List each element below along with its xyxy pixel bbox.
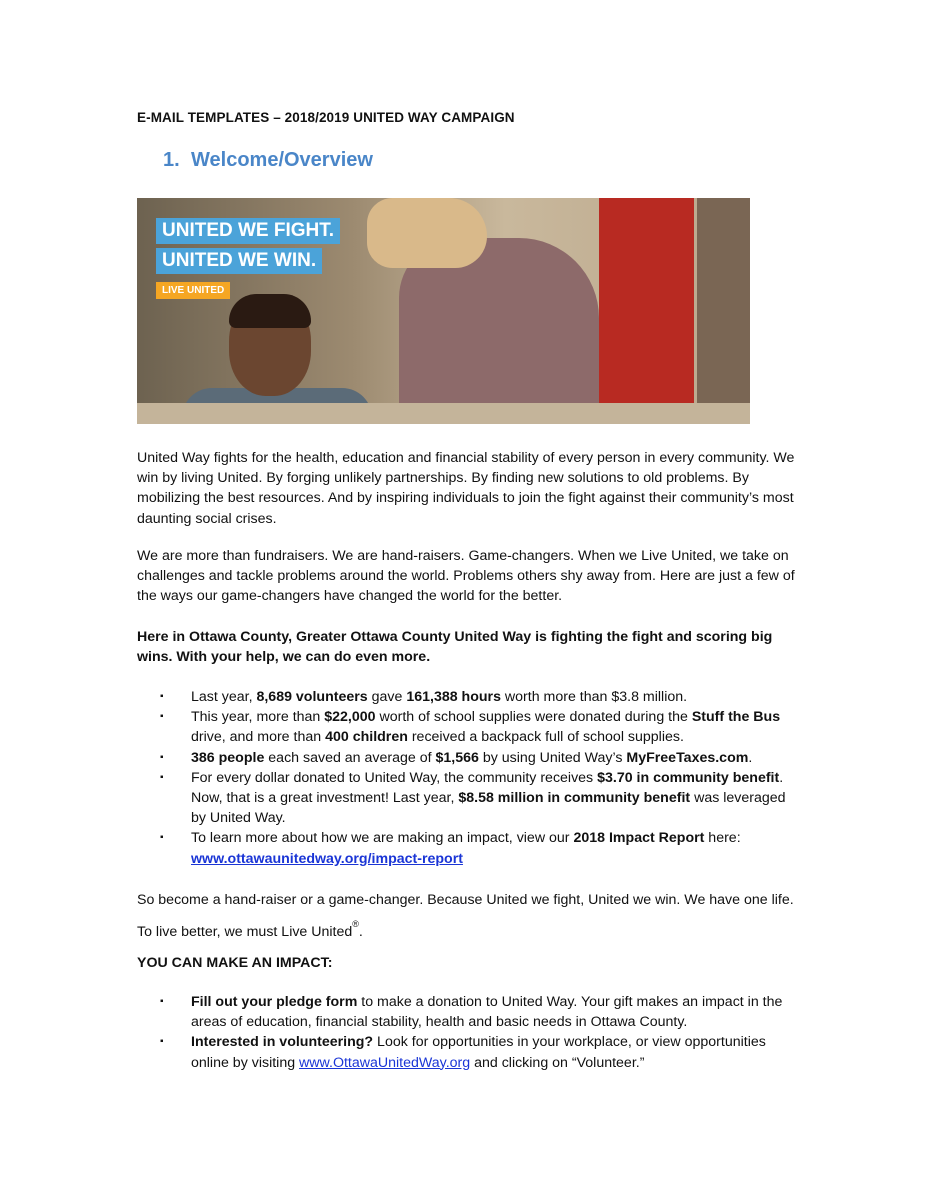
list-item: ▪ Interested in volunteering? Look for opportunities in your workplace, or view opportunities online by visiting www.OttawaUnitedWay.org and clicking on “Volunteer.”	[160, 1034, 766, 1071]
ottawa-united-way-link[interactable]: www.OttawaUnitedWay.org	[299, 1054, 471, 1071]
list-item: ▪ 386 people each saved an average of $1,566 by using United Way’s MyFreeTaxes.com.	[137, 748, 797, 768]
list-item: ▪ Fill out your pledge form to make a donation to United Way. Your gift makes an impact in the areas of education, financial stability, health and basic needs in Ottawa County.	[160, 994, 783, 1031]
impact-stats-list	[137, 687, 797, 869]
ottawa-county-paragraph: Here in Ottawa County, Greater Ottawa County United Way is fighting the fight and scoring big wins. With your help, we can do even more.	[137, 629, 773, 666]
bullet-icon: ▪	[160, 691, 164, 702]
list-item: ▪ To learn more about how we are making an impact, view our 2018 Impact Report here: www.ottawaunitedway.org/impact-report	[160, 830, 741, 867]
badge-live-united: LIVE UNITED	[156, 282, 230, 299]
badge-united-we-win: UNITED WE WIN.	[156, 248, 322, 274]
impact-report-link[interactable]: www.ottawaunitedway.org/impact-report	[191, 850, 463, 867]
bullet-icon: ▪	[160, 711, 164, 723]
bullet-icon: ▪	[160, 1036, 164, 1048]
hero-photo	[137, 198, 750, 424]
bullet-icon: ▪	[160, 771, 164, 783]
list-item: ▪ Last year, 8,689 volunteers gave 161,388 hours worth more than $3.8 million.	[137, 687, 797, 707]
section-number: 1.	[163, 149, 180, 171]
bullet-icon: ▪	[160, 751, 164, 763]
make-impact-heading: YOU CAN MAKE AN IMPACT:	[137, 955, 333, 971]
photo-red-door	[599, 198, 694, 424]
make-impact-list	[137, 992, 797, 1073]
photo-teacher-hair	[367, 198, 487, 268]
closing-paragraph: So become a hand-raiser or a game-changer. Because United we fight, United we win. We have one life. To live better, we must Live United®.	[137, 892, 794, 940]
registered-mark: ®	[352, 919, 359, 929]
photo-doorframe	[697, 198, 750, 424]
photo-desk	[137, 403, 750, 424]
list-item: ▪ This year, more than $22,000 worth of school supplies were donated during the Stuff the Bus drive, and more than 400 children received a backpack full of school supplies.	[160, 709, 781, 746]
list-item: ▪ For every dollar donated to United Way, the community receives $3.70 in community benefit. Now, that is a great investment! Last year, $8.58 million in community benefit was leveraged by United Way.	[160, 769, 786, 827]
badge-united-we-fight: UNITED WE FIGHT.	[156, 218, 340, 244]
document-title: E-MAIL TEMPLATES – 2018/2019 UNITED WAY CAMPAIGN	[137, 110, 515, 125]
bullet-icon: ▪	[160, 832, 164, 844]
photo-student-hair	[229, 294, 311, 328]
section-title: Welcome/Overview	[191, 149, 373, 171]
bullet-icon: ▪	[160, 996, 164, 1007]
intro-paragraph: United Way fights for the health, education and financial stability of every person in every community. We win by living United. By forging unlikely partnerships. By finding new solutions to old problems. By mobilizing the best resources. And by inspiring individuals to join the fight against their community’s most daunting social crises.	[137, 450, 795, 527]
hand-raisers-paragraph: We are more than fundraisers. We are hand-raisers. Game-changers. When we Live United, we take on challenges and tackle problems around the world. Problems others shy away from. Here are just a few of the ways our game-changers have changed the world for the better.	[137, 548, 795, 605]
section-heading	[163, 149, 373, 172]
